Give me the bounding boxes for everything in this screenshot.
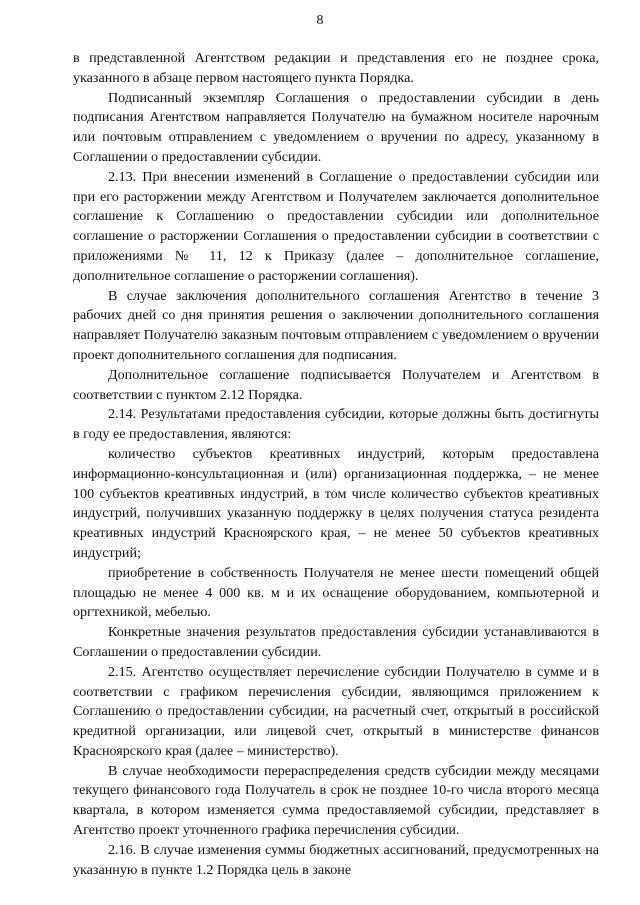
paragraph: В случае заключения дополнительного соглашения Агентство в течение 3 рабочих дней со дня принятия решения о заключении дополнительного соглашения направляет Получателю заказным почтовым отправлением с уведомлением о вручении проект дополнительного соглашения для подписания. [73, 287, 599, 363]
paragraph: Конкретные значения результатов предоставления субсидии устанавливаются в Соглашении о предоставлении субсидии. [73, 624, 599, 660]
paragraph: в представленной Агентством редакции и представления его не позднее срока, указанного в абзаце первом настоящего пункта Порядка. [73, 50, 599, 86]
paragraph: Дополнительное соглашение подписывается Получателем и Агентством в соответствии с пунктом 2.12 Порядка. [73, 366, 599, 403]
paragraph: приобретение в собственность Получателя не менее шести помещений общей площадью не менее 4 000 кв. м и их оснащение оборудованием, компьютерной и оргтехникой, мебелью. [73, 564, 599, 621]
paragraph-2-13: 2.13. При внесении изменений в Соглашение о предоставлении субсидии или при его расторжении между Агентством и Получателем заключается дополнительное соглашение к Соглашению о предоставлении субсидии или дополнительное соглашение о расторжении Соглашения о предоставлении субсидии в соответствии с приложениями № 11, 12 к Приказу (далее – дополнительное соглашение, дополнительное соглашение о расторжении соглашения). [73, 168, 599, 284]
paragraph: количество субъектов креативных индустрий, которым предоставлена информационно-консультационная и (или) организационная поддержка, – не менее 100 субъектов креативных индустрий, в том числе количество субъектов креативных индустрий, получивших указанную поддержку в целях получения статуса резидента креативных индустрий Красноярского края, – не менее 50 субъектов креативных индустрий; [73, 445, 599, 561]
paragraph-2-14: 2.14. Результатами предоставления субсидии, которые должны быть достигнуты в году ее предоставления, являются: [73, 406, 599, 443]
page-number: 8 [316, 13, 324, 28]
document-body [73, 49, 599, 880]
paragraph: Подписанный экземпляр Соглашения о предоставлении субсидии в день подписания Агентством направляется Получателю на бумажном носителе нарочным или почтовым отправлением с уведомлением о вручении по адресу, указанному в Соглашении о предоставлении субсидии. [73, 89, 599, 165]
paragraph-2-15: 2.15. Агентство осуществляет перечисление субсидии Получателю в сумме и в соответствии с графиком перечисления субсидии, являющимся приложением к Соглашению о предоставлении субсидии, на расчетный счет, открытый в российской кредитной организации, или лицевой счет, открытый в министерстве финансов Красноярского края (далее – министерство). [73, 663, 599, 759]
paragraph-2-16: 2.16. В случае изменения суммы бюджетных ассигнований, предусмотренных на указанную в пункте 1.2 Порядка цель в законе [73, 841, 599, 878]
paragraph: В случае необходимости перераспределения средств субсидии между месяцами текущего финансового года Получатель в срок не позднее 10-го числа второго месяца квартала, в котором изменяется сумма предоставляемой субсидии, представляет в Агентство проект уточненного графика перечисления субсидии. [73, 762, 599, 839]
